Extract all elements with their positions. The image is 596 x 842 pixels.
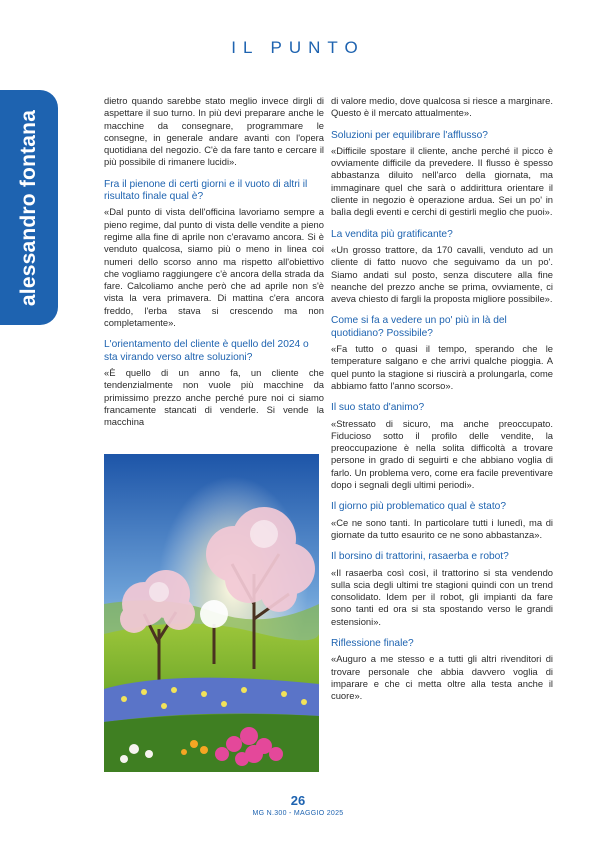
paragraph: «Ce ne sono tanti. In particolare tutti i lunedì, ma di giornate da tutto esaurito ce ne sono abbastanza». <box>331 516 553 540</box>
paragraph: dietro quando sarebbe stato meglio invece dirgli di aspettare il suo turno. In più devi preparare anche le macchine da consegnare, programmare le consegne, in generale andare avanti con l'opera quotidiana del negozio. C'è da fare tanto e cercare il più possibile di rimanere lucidi». <box>104 95 324 168</box>
question-heading: Il giorno più problematico qual è stato? <box>331 501 506 513</box>
paragraph: «Difficile spostare il cliente, anche perché il picco è ovviamente difficile da prevedere. Il flusso è spesso abbastanza diluito nell'arco della giornata, ma immaginare quel che sarà o addirittura orientare il cliente in negozio è operazione ardua. Sei un po' in balìa degli eventi e cerchi di gestirli meglio che puoi». <box>331 144 553 218</box>
spring-landscape-photo <box>104 454 319 772</box>
author-tab <box>0 90 58 325</box>
author-name: alessandro fontana <box>17 109 40 306</box>
paragraph: «Stressato di sicuro, ma anche preoccupato. Fiducioso sotto il profilo delle vendite, la preoccupazione è nella solita difficoltà a trovare persone in grado di seguirti e che abbiano voglia di farlo. Un problema vero, come era facile preventivare dopo i segnali degli ultimi periodi». <box>331 417 553 491</box>
paragraph: di valore medio, dove qualcosa si riesce a marginare. Questo è il mercato attualmente». <box>331 95 553 119</box>
paragraph: «Un grosso trattore, da 170 cavalli, venduto ad un cliente di fatto nuovo che seguivamo da un po'. Siamo andati sul posto, senza discutere alla fine neanche del prezzo anche se prima, ovviamente, ci aveva chiesto di fargli la proposta migliore possibile». <box>331 243 553 305</box>
question-heading: L'orientamento del cliente è quello del 2024 o sta virando verso altre soluzioni? <box>104 339 309 363</box>
question-heading: Soluzioni per equilibrare l'afflusso? <box>331 129 488 141</box>
paragraph: «Auguro a me stesso e a tutti gli altri rivenditori di trovare personale che abbia davvero voglia di imparare e che ci metta oltre alla testa anche il cuore». <box>331 653 553 702</box>
question-heading: Il suo stato d'animo? <box>331 402 425 414</box>
page-number: 26 <box>290 793 306 808</box>
question-heading: Riflessione finale? <box>331 637 414 649</box>
paragraph: «Dal punto di vista dell'officina lavoriamo sempre a pieno regime, dal punto di vista delle vendite a pieno regime alla fine di aprile non c'eravamo ancora. Si è venduto qualcosa, siamo più o meno in linea coi numeri dello scorso anno ma rispetto all'obiettivo che vogliamo raggiungere c'è ancora della strada da fare. Calcoliamo anche però che ad aprile non s'è vista la vera primavera. Di mattina c'era ancora freddo, l'erba stava si crescendo ma non completamente». <box>104 206 324 329</box>
paragraph: «Il rasaerba così così, il trattorino si sta vendendo sulla scia degli ultimi tre stagioni quindi con un trend consolidato. Idem per il robot, gli impianti da fare sono tanti ed ora si sta spostando verso le grandi estensioni». <box>331 566 553 627</box>
paragraph: «Fa tutto o quasi il tempo, sperando che le temperature salgano e che arrivi qualche pioggia. A quel punto la stagione si riuscirà a prolungarla, come abbiamo fatto l'anno scorso». <box>331 343 553 391</box>
issue-footer: MG N.300 - MAGGIO 2025 <box>252 810 344 817</box>
question-heading: Il borsino di trattorini, rasaerba e robot? <box>331 551 509 563</box>
right-column <box>331 95 553 706</box>
section-title: IL PUNTO <box>231 38 365 57</box>
question-heading: Come si fa a vedere un po' più in là del quotidiano? Possibile? <box>331 315 507 339</box>
left-column <box>104 95 324 432</box>
question-heading: La vendita più gratificante? <box>331 228 453 240</box>
paragraph: «È quello di un anno fa, un cliente che tendenzialmente non vuole più macchine da primissimo prezzo anche perché pure noi ci siamo francamente stancati di venderle. Si vende la macchina <box>104 366 324 428</box>
question-heading: Fra il pienone di certi giorni e il vuoto di altri il risultato finale qual è? <box>104 178 308 203</box>
